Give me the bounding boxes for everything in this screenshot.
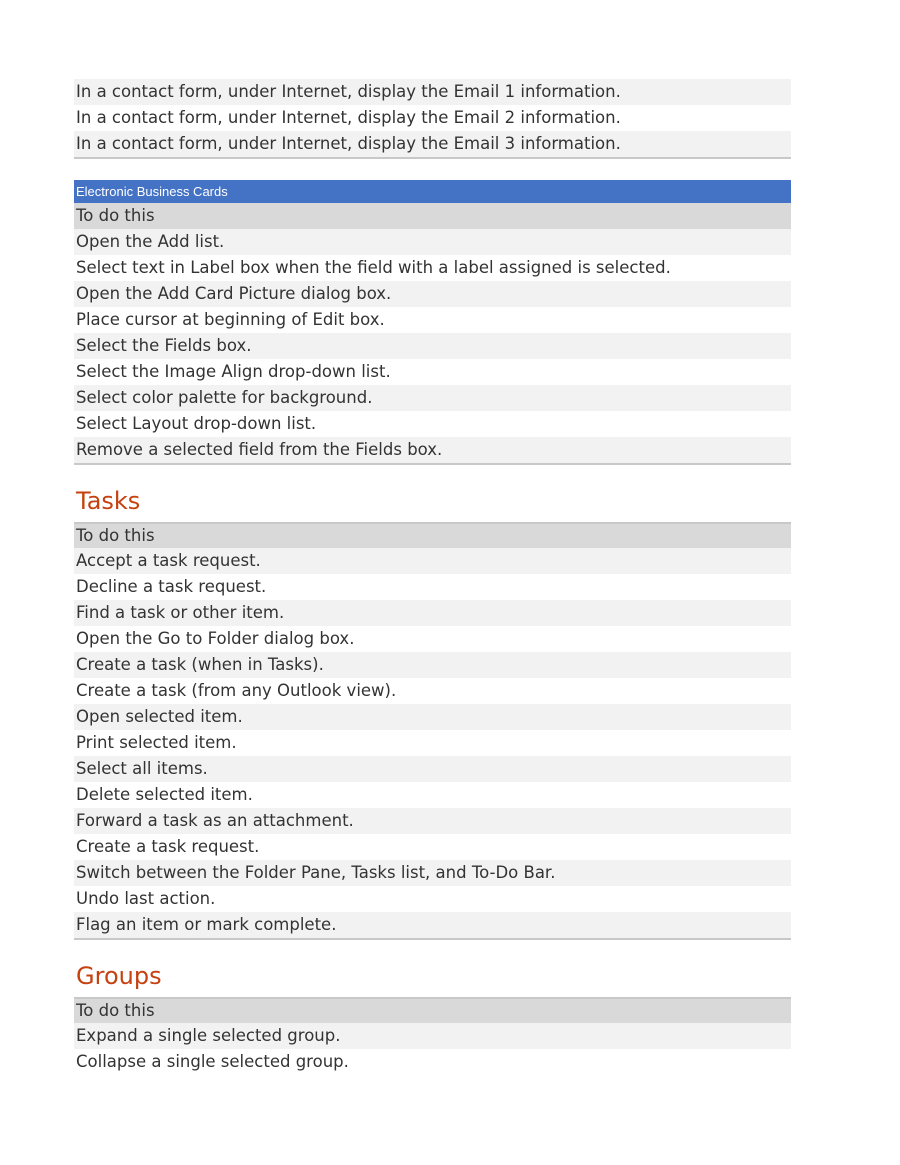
table-header: To do this — [74, 997, 791, 1023]
table-row: Create a task (when in Tasks). — [74, 652, 791, 678]
table-row: Select Layout drop-down list. — [74, 411, 791, 437]
table-row: Decline a task request. — [74, 574, 791, 600]
table-row: Expand a single selected group. — [74, 1023, 791, 1049]
table-row: Select the Fields box. — [74, 333, 791, 359]
table-row: Select color palette for background. — [74, 385, 791, 411]
email-table — [74, 79, 791, 159]
table-row: Select all items. — [74, 756, 791, 782]
table-row: Select the Image Align drop-down list. — [74, 359, 791, 385]
tasks-table — [74, 522, 791, 940]
document-page — [74, 79, 791, 1075]
groups-table — [74, 997, 791, 1075]
section-banner: Electronic Business Cards — [74, 180, 791, 203]
table-row: Print selected item. — [74, 730, 791, 756]
table-row: Switch between the Folder Pane, Tasks list, and To-Do Bar. — [74, 860, 791, 886]
table-row: In a contact form, under Internet, display the Email 3 information. — [74, 131, 791, 157]
table-row: Open the Add Card Picture dialog box. — [74, 281, 791, 307]
section-title-tasks: Tasks — [76, 487, 141, 515]
business-cards-table — [74, 203, 791, 465]
table-row: Open selected item. — [74, 704, 791, 730]
table-row: Forward a task as an attachment. — [74, 808, 791, 834]
table-row: Flag an item or mark complete. — [74, 912, 791, 938]
table-row: Open the Add list. — [74, 229, 791, 255]
table-row: Select text in Label box when the field with a label assigned is selected. — [74, 255, 791, 281]
table-row: In a contact form, under Internet, display the Email 2 information. — [74, 105, 791, 131]
table-row: Open the Go to Folder dialog box. — [74, 626, 791, 652]
section-title-groups: Groups — [76, 962, 162, 990]
table-row: Delete selected item. — [74, 782, 791, 808]
table-row: Create a task request. — [74, 834, 791, 860]
table-row: In a contact form, under Internet, display the Email 1 information. — [74, 79, 791, 105]
table-header: To do this — [74, 522, 791, 548]
table-row: Create a task (from any Outlook view). — [74, 678, 791, 704]
table-row: Collapse a single selected group. — [74, 1049, 791, 1075]
table-header: To do this — [74, 203, 791, 229]
table-row: Undo last action. — [74, 886, 791, 912]
table-row: Remove a selected field from the Fields box. — [74, 437, 791, 463]
table-row: Place cursor at beginning of Edit box. — [74, 307, 791, 333]
table-row: Find a task or other item. — [74, 600, 791, 626]
table-row: Accept a task request. — [74, 548, 791, 574]
